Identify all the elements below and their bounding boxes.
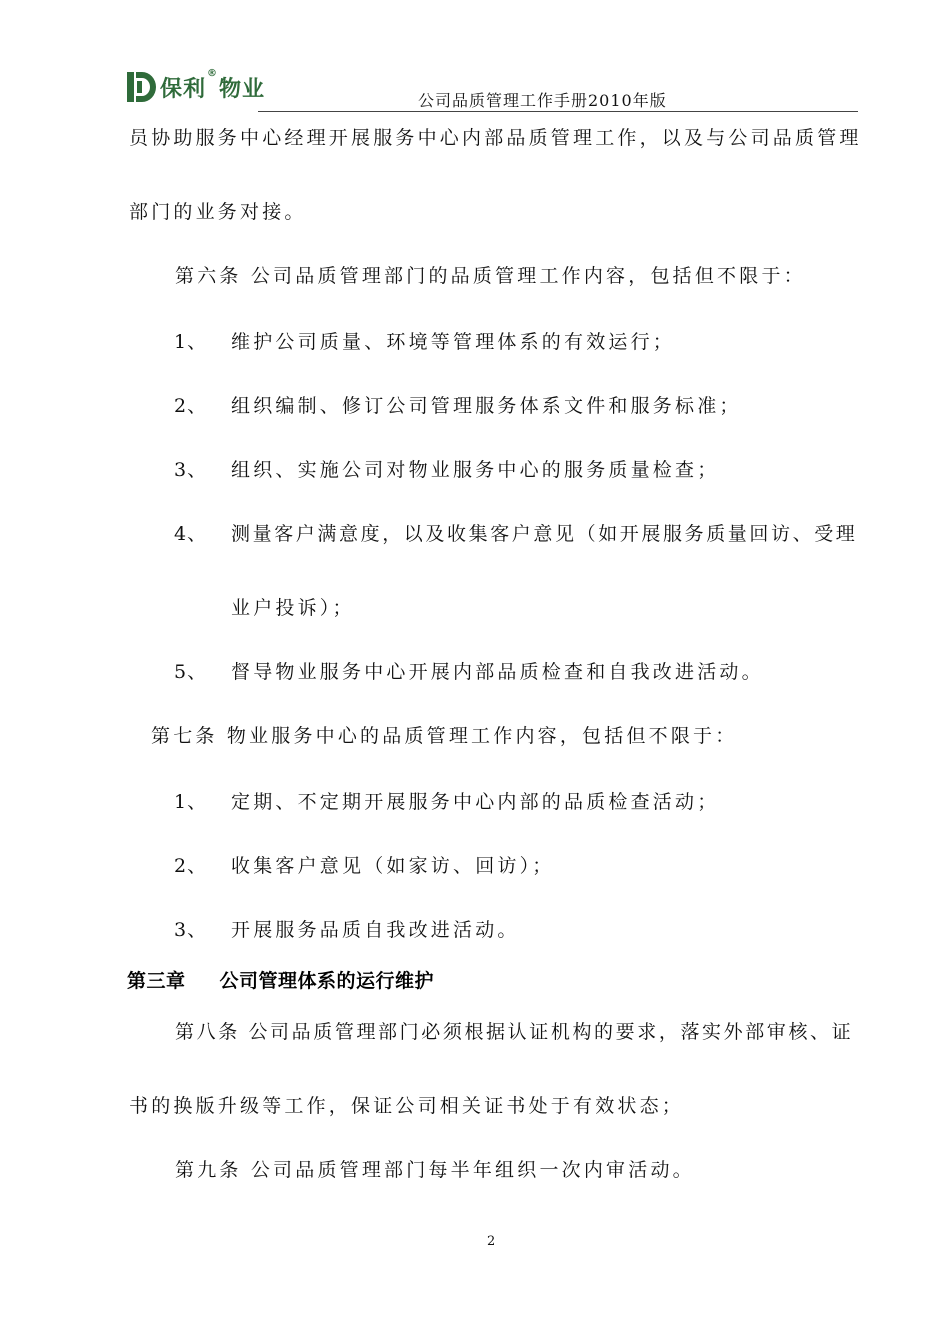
list-item-text: 收集客户意见（如家访、回访）； [231,855,555,877]
list-item-text: 组织、实施公司对物业服务中心的服务质量检查； [231,459,720,481]
list-item-number: 1、 [174,791,208,813]
chapter-label: 第三章 [127,970,186,992]
list-item-text: 开展服务品质自我改进活动。 [231,919,520,941]
header-divider [258,111,858,112]
list-item-text-continued: 业户投诉）； [231,597,355,619]
company-logo [126,67,266,104]
chapter-heading [127,969,434,993]
list-item-number: 3、 [174,459,208,481]
page-number: 2 [487,1234,496,1249]
paragraph-line: 员协助服务中心经理开展服务中心内部品质管理工作，以及与公司品质管理 [129,127,862,149]
list-item-text: 组织编制、修订公司管理服务体系文件和服务标准； [231,395,742,417]
list-item-number: 2、 [174,855,208,877]
list-item-text: 定期、不定期开展服务中心内部的品质检查活动； [231,791,720,813]
list-item-text: 维护公司质量、环境等管理体系的有效运行； [231,331,676,353]
list-item-text: 测量客户满意度，以及收集客户意见（如开展服务质量回访、受理 [231,523,858,545]
list-item-number: 2、 [174,395,208,417]
poly-logo-icon [126,71,156,103]
list-item-number: 3、 [174,919,208,941]
list-item-number: 5、 [174,661,208,683]
logo-wordmark: 保利®物业 [160,67,266,102]
chapter-title: 公司管理体系的运行维护 [219,970,435,992]
list-item-text: 督导物业服务中心开展内部品质检查和自我改进活动。 [231,661,764,683]
list-item-number: 1、 [174,331,208,353]
article-6-heading: 第六条 公司品质管理部门的品质管理工作内容，包括但不限于： [175,265,806,287]
article-7-heading: 第七条 物业服务中心的品质管理工作内容，包括但不限于： [151,725,738,747]
article-9-line: 第九条 公司品质管理部门每半年组织一次内审活动。 [175,1159,695,1181]
list-item-number: 4、 [174,523,208,545]
paragraph-line: 部门的业务对接。 [129,201,307,223]
article-8-line: 书的换版升级等工作，保证公司相关证书处于有效状态； [129,1095,685,1117]
header-title: 公司品质管理工作手册2010年版 [418,91,667,110]
article-8-line: 第八条 公司品质管理部门必须根据认证机构的要求，落实外部审核、证 [175,1021,854,1043]
